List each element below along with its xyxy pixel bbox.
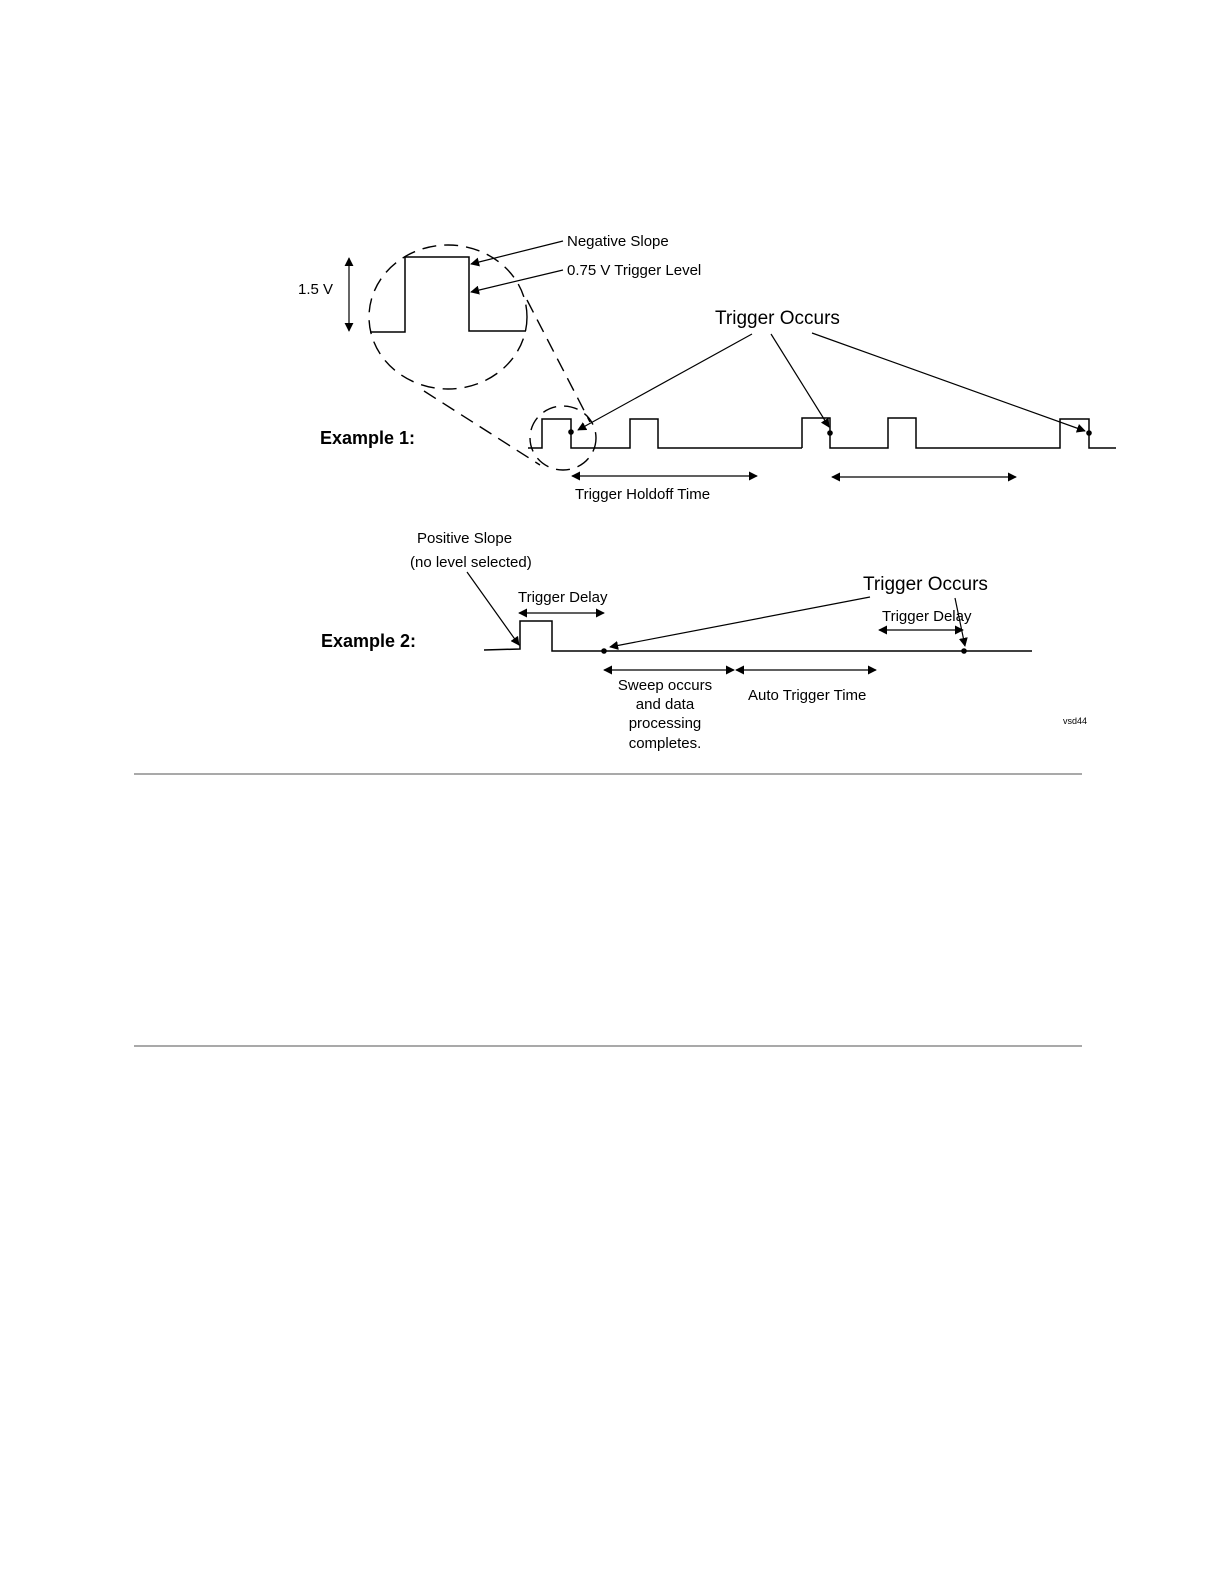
example-2-waveform — [484, 621, 1032, 651]
trigger-delay-label-2: Trigger Delay — [882, 608, 972, 625]
trigger-point-2 — [827, 430, 833, 436]
auto-trigger-label: Auto Trigger Time — [748, 687, 867, 704]
sweep-point — [601, 648, 607, 654]
sweep-label-line-2: and data — [635, 696, 695, 713]
trigger-occurs-pointer-2 — [771, 334, 829, 427]
zoom-connector-lower — [424, 391, 540, 465]
trigger-point-4 — [961, 648, 967, 654]
sweep-label-line-1: Sweep occurs — [617, 677, 713, 694]
trigger-delay-label-1: Trigger Delay — [518, 589, 608, 606]
trigger-point-1 — [568, 429, 574, 435]
example-1-waveform-right — [802, 418, 1116, 448]
zoom-circle-large — [369, 245, 527, 389]
figure-id: vsd44 — [1063, 716, 1088, 726]
trigger-occurs-label-2: Trigger Occurs — [863, 574, 988, 595]
example-2-label: Example 2: — [321, 631, 417, 651]
example-1 — [320, 308, 1116, 503]
trigger-occurs-pointer-3 — [812, 333, 1085, 431]
zoom-connector-upper — [527, 300, 590, 422]
trigger-level-pointer — [471, 270, 563, 292]
example-2 — [321, 530, 1087, 752]
negative-slope-label: Negative Slope — [567, 233, 669, 250]
sweep-label-line-4: completes. — [628, 735, 702, 752]
positive-slope-pointer — [467, 572, 519, 645]
holdoff-label: Trigger Holdoff Time — [575, 486, 711, 503]
sweep-label-line-3: processing — [628, 715, 702, 732]
trigger-level-label: 0.75 V Trigger Level — [567, 262, 702, 279]
trigger-occurs-pointer-1 — [578, 334, 752, 430]
positive-slope-label: Positive Slope — [417, 530, 513, 547]
zoom-circle-small — [530, 406, 596, 470]
trigger-point-3 — [1086, 430, 1092, 436]
no-level-label: (no level selected) — [410, 554, 532, 571]
trigger-occurs-pointer-4 — [610, 597, 870, 647]
negative-slope-pointer — [471, 241, 563, 264]
example-1-label: Example 1: — [320, 428, 416, 448]
trigger-occurs-label-1: Trigger Occurs — [715, 308, 840, 329]
zoomed-pulse — [370, 257, 526, 332]
voltage-label: 1.5 V — [298, 281, 334, 298]
